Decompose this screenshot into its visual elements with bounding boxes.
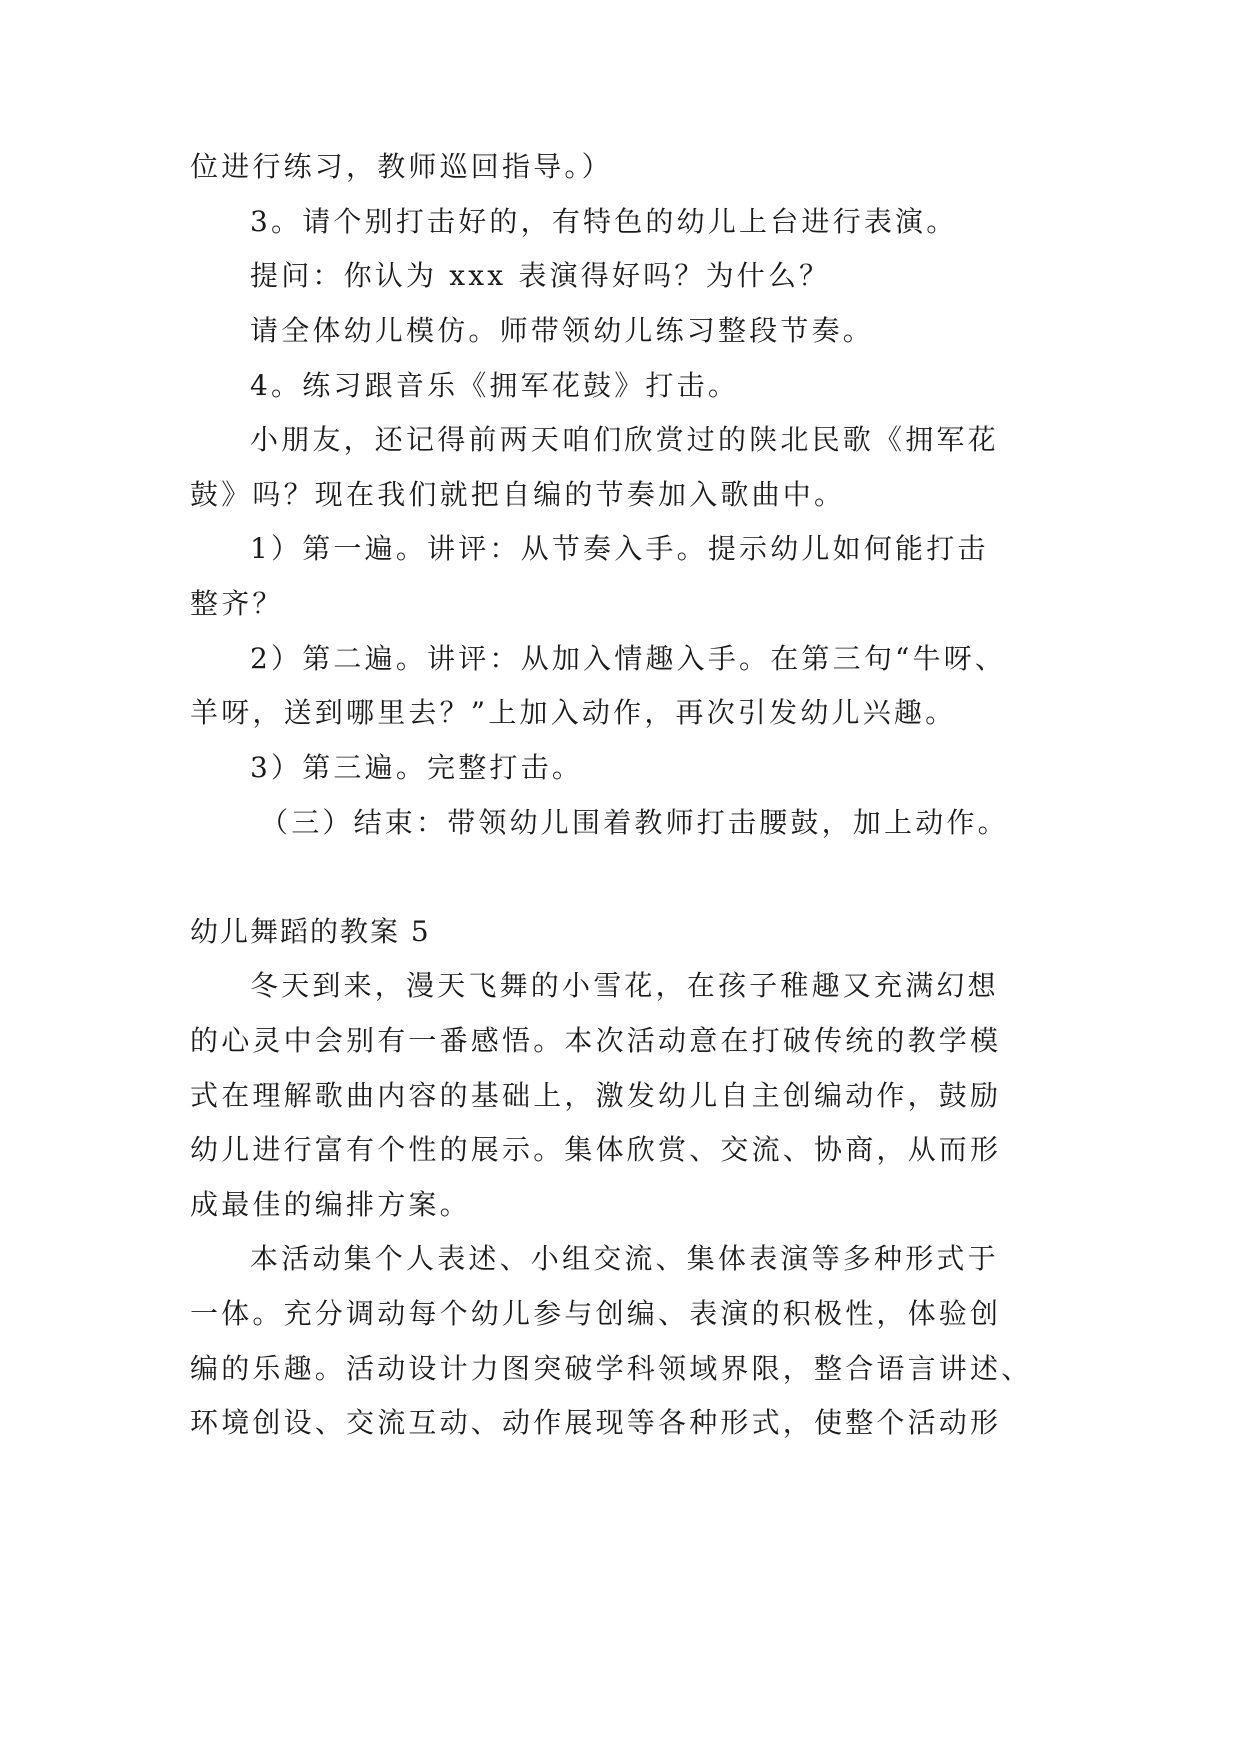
paragraph-line: 本活动集个人表述、小组交流、集体表演等多种形式于 <box>250 1242 999 1275</box>
paragraph-line: 2）第二遍。讲评：从加入情趣入手。在第三句“牛呀、 <box>250 642 1007 675</box>
paragraph-line: 成最佳的编排方案。 <box>190 1188 471 1221</box>
paragraph-line: 环境创设、交流互动、动作展现等各种形式，使整个活动形 <box>190 1406 1002 1439</box>
paragraph-line: 整齐？ <box>190 587 284 620</box>
paragraph-line: 一体。充分调动每个幼儿参与创编、表演的积极性，体验创 <box>190 1297 1002 1330</box>
paragraph-line: 位进行练习，教师巡回指导。） <box>190 150 613 183</box>
paragraph-line: 3。请个别打击好的，有特色的幼儿上台进行表演。 <box>250 205 958 238</box>
paragraph-line: （三）结束：带领幼儿围着教师打击腰鼓，加上动作。 <box>260 806 1009 839</box>
paragraph-line: 小朋友，还记得前两天咱们欣赏过的陕北民歌《拥军花 <box>250 423 999 456</box>
paragraph-line: 编的乐趣。活动设计力图突破学科领域界限，整合语言讲述、 <box>190 1352 1033 1385</box>
section-heading: 幼儿舞蹈的教案 5 <box>190 915 431 948</box>
paragraph-line: 提问：你认为 xxx 表演得好吗？为什么？ <box>250 259 831 292</box>
paragraph-line: 1）第一遍。讲评：从节奏入手。提示幼儿如何能打击 <box>250 532 989 565</box>
paragraph-line: 的心灵中会别有一番感悟。本次活动意在打破传统的教学模 <box>190 1024 1002 1057</box>
paragraph-line: 式在理解歌曲内容的基础上，激发幼儿自主创编动作，鼓励 <box>190 1079 1002 1112</box>
paragraph-line: 请全体幼儿模仿。师带领幼儿练习整段节奏。 <box>250 314 875 347</box>
paragraph-line: 冬天到来，漫天飞舞的小雪花，在孩子稚趣又充满幻想 <box>250 969 999 1002</box>
paragraph-line: 4。练习跟音乐《拥军花鼓》打击。 <box>250 369 740 402</box>
paragraph-line: 羊呀，送到哪里去？”上加入动作，再次引发幼儿兴趣。 <box>190 696 957 729</box>
paragraph-line: 鼓》吗？现在我们就把自编的节奏加入歌曲中。 <box>190 478 846 511</box>
paragraph-line: 幼儿进行富有个性的展示。集体欣赏、交流、协商，从而形 <box>190 1133 1002 1166</box>
paragraph-line: 3）第三遍。完整打击。 <box>250 751 584 784</box>
